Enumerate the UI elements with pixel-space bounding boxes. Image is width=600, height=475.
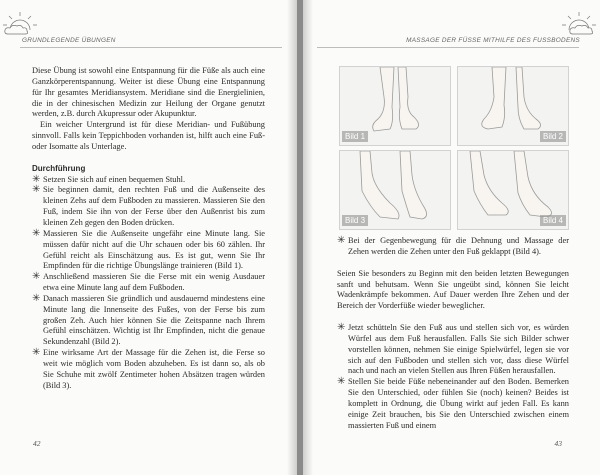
- header-rule: [317, 47, 579, 48]
- instruction-list: [337, 323, 569, 431]
- running-head-right: MASSAGE DER FÜSSE MITHILFE DES FUSSBODENS: [406, 37, 580, 44]
- photo-caption: Bild 4: [540, 215, 566, 226]
- list-item: ✳ Eine wirksame Art der Massage für die Zehen ist, die Ferse so weit wie möglich vom Boden abzuheben. Es ist dann so, als ob Sie Schuhe mit zwölf Zentimeter hohen Absätzen tragen würden (Bild 3).: [32, 347, 265, 390]
- right-page: [303, 0, 600, 475]
- list-item: ✳ Bei der Gegenbewegung für die Dehnung und Massage der Zehen werden die Zehen unter den Fuß geklappt (Bild 4).: [337, 235, 569, 256]
- instruction-list: [32, 175, 265, 392]
- instruction-list: [337, 236, 569, 258]
- intro-paragraph: Diese Übung ist sowohl eine Entspannung für die Füße als auch eine Ganzkörperentspannung. Weiter ist diese Übung eine Entspannung für Ihr gesamtes Meridiansystem. Meridiane sind die Energielinien, die in der chinesischen Medizin zur Heilung der Organe genutzt werden, z.B. durch Akupressur oder Akupunktur.: [32, 66, 265, 119]
- list-item: ✳ Danach massieren Sie gründlich und ausdauernd mindestens eine Minute lang die Innenseite des Fußes, von der Ferse bis zum großen Zeh. Auch hier können Sie die Zeitspanne nach Ihrem Gefühl einschätzen. Wichtig ist Ihr Empfinden, nicht die genaue Sekundenzahl (Bild 2).: [32, 292, 265, 347]
- asterisk-bullet-icon: ✳: [32, 227, 41, 239]
- asterisk-bullet-icon: ✳: [32, 292, 41, 304]
- asterisk-bullet-icon: ✳: [337, 376, 346, 388]
- left-text-block: [32, 66, 265, 391]
- list-item: ✳ Setzen Sie sich auf einen bequemen Stuhl.: [32, 173, 186, 185]
- photo-grid: [339, 66, 569, 228]
- asterisk-bullet-icon: ✳: [32, 173, 41, 185]
- left-page: [0, 0, 297, 475]
- sun-cloud-icon: [2, 10, 38, 36]
- list-item: ✳ Anschließend massieren Sie die Ferse mit ein wenig Ausdauer etwa eine Minute lang auf dem Fußboden.: [32, 271, 265, 293]
- photo-caption: Bild 2: [540, 131, 566, 142]
- asterisk-bullet-icon: ✳: [32, 184, 41, 196]
- section-heading: Durchführung: [32, 163, 86, 173]
- right-text-block: [337, 236, 569, 432]
- page-number-right: 43: [554, 439, 562, 448]
- sun-cloud-icon: [561, 10, 597, 36]
- running-head-left: GRUNDLEGENDE ÜBUNGEN: [22, 37, 116, 44]
- asterisk-bullet-icon: ✳: [337, 322, 346, 334]
- gutter-shadow: [287, 0, 297, 475]
- list-item: ✳ Jetzt schütteln Sie den Fuß aus und stellen sich vor, es würden Würfel aus dem Fuß herausfallen. Falls Sie sich Bilder schwer vorstellen können, nehmen Sie einige Spielwürfel, legen sie vor sich auf den Fußboden und stellen sich vor, dass diese Würfel nach und nach an vielen Stellen aus Ihren Füßen herausfallen.: [337, 322, 569, 376]
- header-rule: [20, 47, 282, 48]
- asterisk-bullet-icon: ✳: [32, 271, 41, 283]
- list-item: ✳ Massieren Sie die Außenseite ungefähr eine Minute lang. Sie müssen dafür nicht auf die Uhr schauen oder bis 60 zählen. Ihr Gefühl reicht als Einschätzung aus. Es ist gut, wenn Sie Ihr Empfinden für die richtige Übungslänge trainieren (Bild 1).: [32, 227, 265, 271]
- gutter-shadow: [303, 0, 313, 475]
- photo-bild-2: [457, 66, 569, 146]
- page-number-left: 42: [33, 439, 41, 448]
- photo-bild-1: [339, 66, 451, 146]
- photo-caption: Bild 1: [342, 131, 368, 142]
- asterisk-bullet-icon: ✳: [337, 235, 346, 246]
- list-item: ✳ Sie beginnen damit, den rechten Fuß und die Außenseite des kleinen Zehs auf dem Fußboden zu massieren. Massieren Sie den Fuß, indem Sie ihn von der Ferse über den Außenrist bis zum kleinen Zeh gegen den Boden drücken.: [32, 184, 265, 227]
- photo-caption: Bild 3: [342, 215, 368, 226]
- caution-paragraph: Seien Sie besonders zu Beginn mit den beiden letzten Bewegungen sanft und behutsam. Wenn Sie ungeübt sind, können Sie leicht Wadenkrämpfe bekommen. Auf Dauer werden Ihre Zehen und der Bereich der Vorderfüße wieder beweglicher.: [337, 268, 569, 311]
- photo-bild-3: [339, 150, 451, 230]
- list-item: ✳ Stellen Sie beide Füße nebeneinander auf den Boden. Bemerken Sie den Unterschied, oder fühlen Sie (noch) keinen? Beides ist komplett in Ordnung, die Übung wirkt auf jeden Fall. Es kann einige Zeit brauchen, bis Sie den Unterschied zwischen einem massierten Fuß und einem: [337, 376, 569, 430]
- underlay-paragraph: Ein weicher Untergrund ist für diese Meridian- und Fußübung sinnvoll. Falls kein Teppichboden vorhanden ist, hilft auch eine Fuß- oder Isomatte als Unterlage.: [32, 120, 265, 151]
- photo-bild-4: [457, 150, 569, 230]
- asterisk-bullet-icon: ✳: [32, 347, 41, 359]
